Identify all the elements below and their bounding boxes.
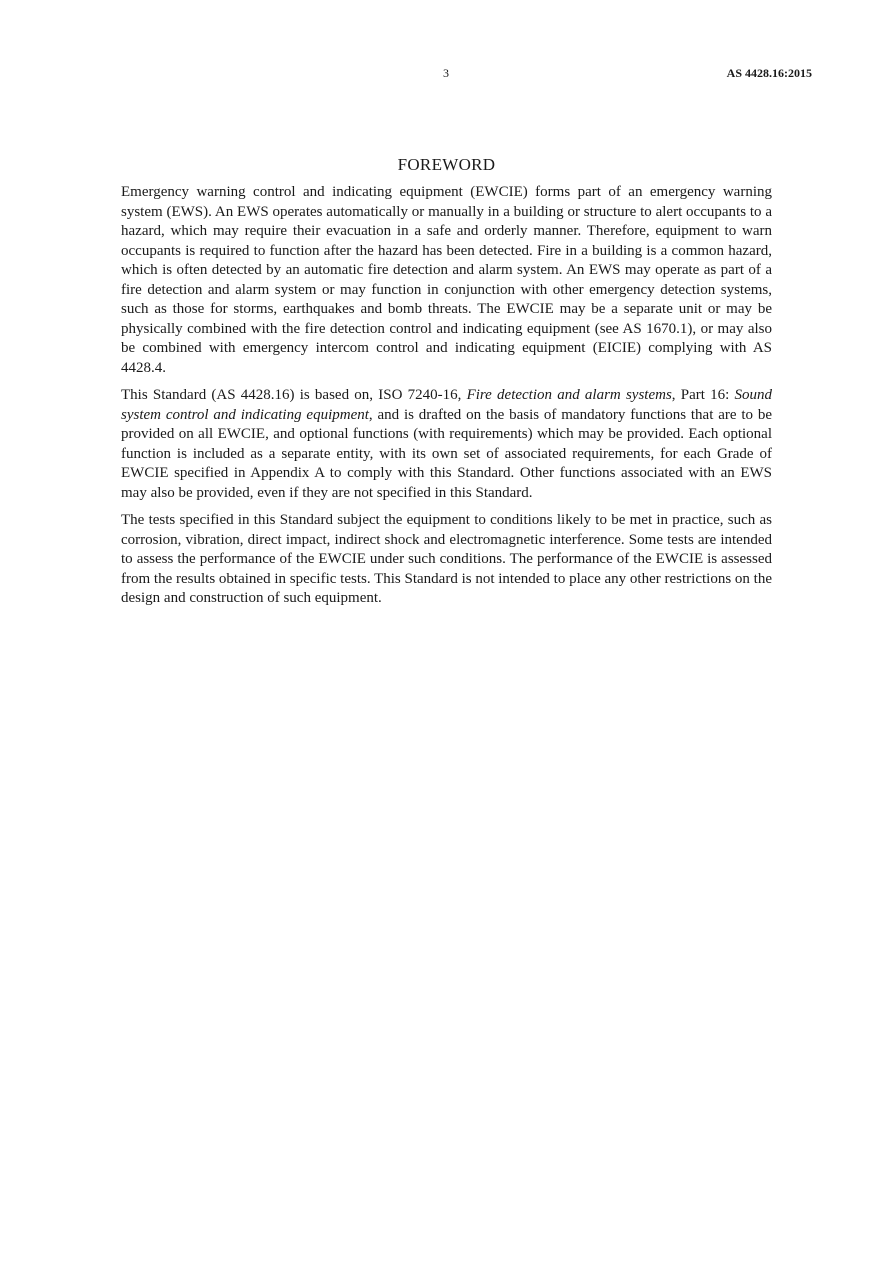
standard-title-italic: Fire detection and alarm systems	[466, 387, 672, 403]
foreword-section	[121, 155, 772, 617]
foreword-paragraph-2	[121, 386, 772, 503]
foreword-title: FOREWORD	[397, 155, 496, 174]
part-title-italic: Sound system control and indicating equipment	[121, 387, 772, 423]
paragraph-2-text-b: , Part 16:	[671, 387, 735, 403]
document-id: AS 4428.16:2015	[726, 66, 812, 80]
foreword-paragraph-3: The tests specified in this Standard subject the equipment to conditions likely to be met in practice, such as corrosion, vibration, direct impact, indirect shock and electromagnetic interference. Some tests are intended to assess the performance of the EWCIE under such conditions. The performance of the EWCIE is assessed from the results obtained in specific tests. This Standard is not intended to place any other restrictions on the design and construction of such equipment.	[121, 512, 772, 606]
paragraph-2-text-a: This Standard (AS 4428.16) is based on, ISO 7240-16,	[121, 387, 467, 403]
paragraph-2-text-c: , and is drafted on the basis of mandatory functions that are to be provided on all EWCIE, and optional functions (with requirements) which may be provided. Each optional function is included as a separate entity, with its own set of associated requirements, for each Grade of EWCIE specified in Appendix A to comply with this Standard. Other functions associated with an EWS may also be provided, even if they are not specified in this Standard.	[121, 406, 773, 501]
foreword-paragraph-1: Emergency warning control and indicating equipment (EWCIE) forms part of an emergency warning system (EWS). An EWS operates automatically or manually in a building or structure to alert occupants to a hazard, which may require their evacuation in a safe and orderly manner. Therefore, equipment to warn occupants is required to function after the hazard has been detected. Fire in a building is a common hazard, which is often detected by an automatic fire detection and alarm system. An EWS may operate as part of a fire detection and alarm system or may function in conjunction with other emergency detection systems, such as those for storms, earthquakes and bomb threats. The EWCIE may be a separate unit or may be physically combined with the fire detection control and indicating equipment (see AS 1670.1), or may also be combined with emergency intercom control and indicating equipment (EICIE) complying with AS 4428.4.	[121, 184, 772, 376]
page-number: 3	[443, 66, 449, 80]
